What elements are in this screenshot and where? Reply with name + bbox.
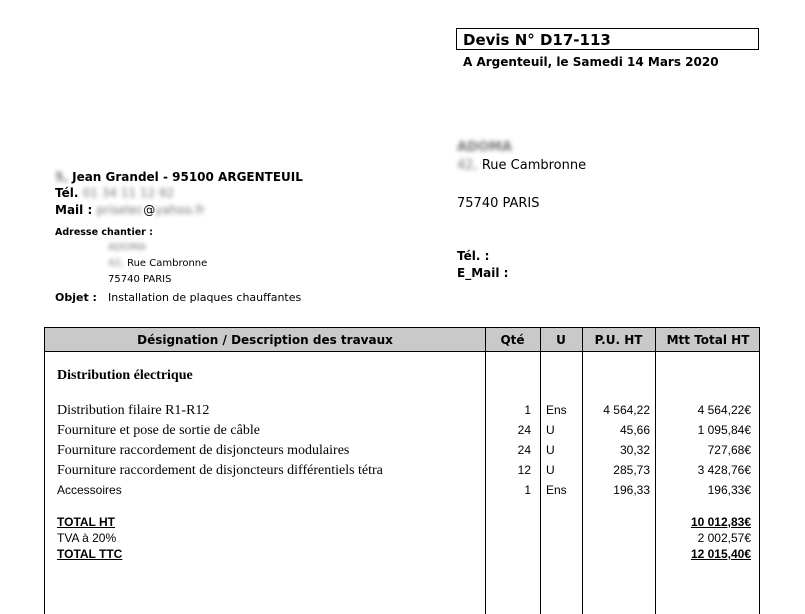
header-total: Mtt Total HT [666, 333, 750, 347]
site-name: ADOMA [108, 242, 146, 253]
row-designation: Distribution filaire R1-R12 [57, 403, 210, 418]
column-divider [540, 328, 541, 614]
row-total: 3 428,76€ [697, 463, 751, 477]
client-address-line [457, 158, 586, 173]
objet-label: Objet : [55, 291, 97, 304]
row-unit-price: 4 564,22 [603, 403, 650, 417]
row-unit: U [546, 423, 555, 437]
row-unit: Ens [546, 483, 567, 497]
row-qte: 1 [524, 403, 531, 417]
row-designation: Fourniture et pose de sortie de câble [57, 423, 260, 438]
row-unit-price: 285,73 [613, 463, 650, 477]
header-qte: Qté [500, 333, 525, 347]
site-city: 75740 PARIS [108, 274, 172, 285]
sender-mail-at: @ [143, 203, 156, 217]
row-total: 727,68€ [707, 443, 751, 457]
sender-address [55, 170, 303, 184]
client-street-number: 42, [457, 158, 478, 173]
site-street: Rue Cambronne [127, 258, 208, 269]
client-street: Rue Cambronne [481, 158, 587, 173]
tva-label: TVA à 20% [57, 531, 117, 545]
row-unit: Ens [546, 403, 567, 417]
sender-name-city: Jean Grandel - 95100 ARGENTEUIL [72, 170, 303, 184]
sender-tel-label: Tél. [55, 186, 79, 200]
total-ht-value: 10 012,83€ [690, 515, 751, 529]
client-city: 75740 PARIS [457, 196, 540, 211]
total-ht-label: TOTAL HT [57, 515, 115, 529]
site-label: Adresse chantier : [55, 227, 153, 238]
row-unit-price: 196,33 [613, 483, 650, 497]
row-unit: U [546, 443, 555, 457]
client-tel-label: Tél. : [457, 249, 490, 263]
total-ttc-label: TOTAL TTC [57, 547, 123, 561]
row-total: 1 095,84€ [697, 423, 751, 437]
quote-table [44, 327, 760, 614]
client-name: ADOMA [457, 140, 512, 155]
sender-mail-user: priselec [96, 203, 144, 217]
client-email-label: E_Mail : [457, 266, 509, 280]
section-title: Distribution électrique [57, 368, 193, 383]
row-unit-price: 30,32 [619, 443, 650, 457]
sender-tel-value: 01 34 11 12 92 [82, 186, 175, 200]
row-qte: 12 [517, 463, 531, 477]
place-date: A Argenteuil, le Samedi 14 Mars 2020 [463, 55, 719, 69]
row-unit-price: 45,66 [619, 423, 650, 437]
row-designation: Fourniture raccordement de disjoncteurs modulaires [57, 443, 350, 458]
devis-number: Devis N° D17-113 [456, 28, 759, 50]
sender-mail-label: Mail : [55, 203, 93, 217]
objet-value: Installation de plaques chauffantes [108, 291, 302, 304]
sender-street-number: 5, [55, 170, 68, 184]
row-designation: Fourniture raccordement de disjoncteurs différentiels tétra [57, 463, 383, 478]
row-unit: U [546, 463, 555, 477]
total-ttc-value: 12 015,40€ [690, 547, 751, 561]
header-u: U [556, 333, 566, 347]
sender-mail-domain: yahoo.fr [155, 203, 205, 217]
row-total: 196,33€ [707, 483, 751, 497]
row-total: 4 564,22€ [697, 403, 751, 417]
site-street-number: 42, [108, 258, 124, 269]
sender-mail [55, 203, 205, 217]
header-pu: P.U. HT [594, 333, 643, 347]
row-qte: 1 [524, 483, 531, 497]
tva-value: 2 002,57€ [697, 531, 751, 545]
header-designation: Désignation / Description des travaux [137, 333, 393, 347]
sender-tel [55, 186, 174, 200]
site-address-line [108, 258, 207, 269]
row-qte: 24 [517, 443, 531, 457]
row-designation: Accessoires [57, 483, 122, 497]
row-qte: 24 [517, 423, 531, 437]
